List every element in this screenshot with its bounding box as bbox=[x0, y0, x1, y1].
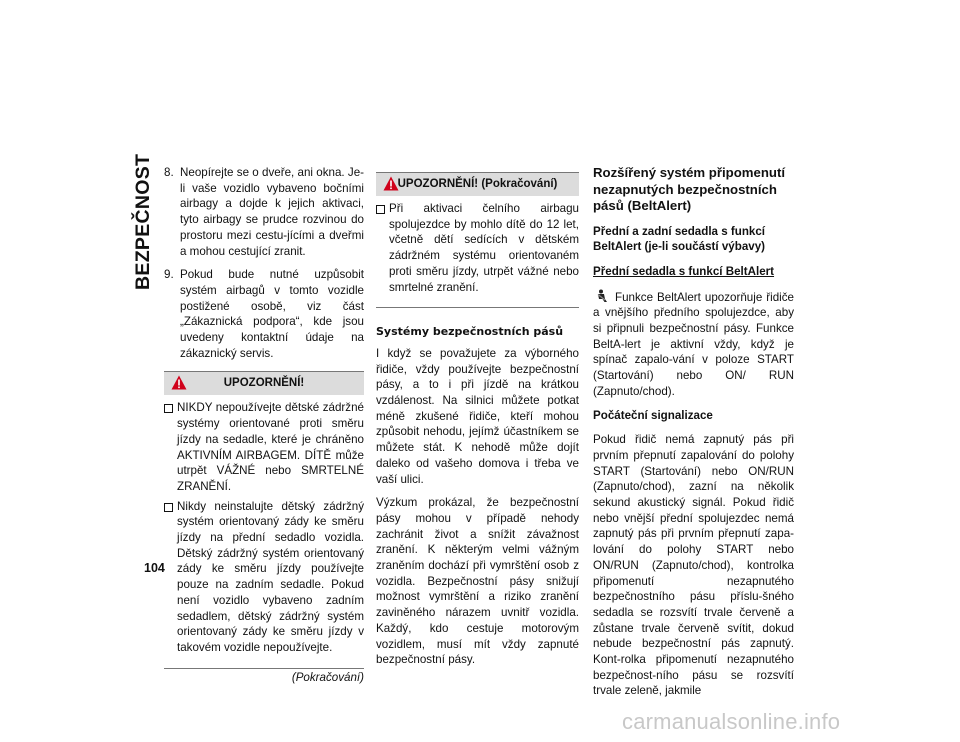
warning-header bbox=[164, 372, 364, 395]
list-text: Neopírejte se o dveře, ani okna. Je-li vaše vozidlo vybaveno bočními airbagy a dojde k jejich aktivaci, tyto airbagy se prudce rozvinou do prostoru mezi cestu-jícími a dveřmi a mohou cestující zranit. bbox=[180, 166, 364, 258]
paragraph: Pokud řidič nemá zapnutý pás při prvním přepnutí zapalování do polohy START (Startování) nebo ON/RUN (Zapnuto/chod), zazní na několik sekund akustický signál. Pokud řidič nebo vnější přední spolujezdec nemá zapnutý pás při prvním přepnutí zapa-lování do polohy START nebo ON/RUN (Zapnuto/chod), kontrolka připomenutí nezapnutého bezpečnostního pásu příslu-šného sedadla se rozsvítí trvale červeně a zůstane trvale červeně svítit, dokud nebude bezpečnostní pás zapnutý. Kont-rolka připomenutí nezapnutého bezpečnost-ního pásu se rozsvítí trvale zeleně, jakmile bbox=[593, 433, 794, 698]
warning-header bbox=[376, 173, 579, 196]
bullet-text: Nikdy neinstalujte dětský zádržný systém orientovaný zády ke směru jízdy na přední sedadlo vozidla. Dětský zádržný systém orientovaný zády ke směru jízdy používejte pouze na zadním sedadle. Pokud není vozidlo vybaveno zadním sedadlem, dětský zádržný systém orientovaný zády ke směru jízdy v takovém vozidle nepoužívejte. bbox=[177, 499, 364, 654]
section-title-text: BEZPEČNOST bbox=[132, 153, 154, 290]
warning-box bbox=[376, 172, 579, 308]
column-middle bbox=[376, 165, 579, 668]
warning-body bbox=[164, 395, 364, 667]
warning-triangle-icon bbox=[171, 375, 187, 390]
underlined-heading: Přední sedadla s funkcí BeltAlert bbox=[593, 264, 775, 278]
list-text: Pokud bude nutné uzpůsobit systém airbagů v tomto vozidle postižené osobě, viz část „Zákaznická podpora“, kde jsou uvedeny kontaktní údaje na zákaznický servis. bbox=[180, 268, 364, 360]
list-number: 9. bbox=[164, 268, 174, 282]
warning-bullet bbox=[164, 400, 364, 494]
column-right bbox=[593, 165, 794, 699]
bullet-square-icon bbox=[164, 503, 173, 512]
list-number: 8. bbox=[164, 166, 174, 179]
warning-triangle-icon bbox=[383, 176, 399, 191]
subheading: Počáteční signalizace bbox=[593, 408, 713, 422]
bullet-square-icon bbox=[376, 205, 385, 214]
bullet-text: NIKDY nepoužívejte dětské zádržné systémy orientované proti směru jízdy na sedadle, které je chráněno AKTIVNÍM AIRBAGEM. DÍTĚ může utrpět VÁŽNÉ nebo SMRTELNÉ ZRANĚNÍ. bbox=[177, 401, 364, 493]
warning-body bbox=[376, 196, 579, 307]
paragraph: I když se považujete za výborného řidiče, vždy používejte bezpečnostní pásy, a to i při jízdě na krátkou vzdálenost. Na silnici můžete potkat méně zkušené řidiče, kteří mohou způsobit nehodu, jejímž účastníkem se můžete stát. K nehodě může dojít daleko od vašeho domova i třeba ve vaší ulici. bbox=[376, 346, 579, 486]
section-heading: Systémy bezpečnostních pásů bbox=[376, 325, 564, 339]
watermark: carmanualsonline.info bbox=[622, 709, 841, 734]
column-left bbox=[164, 165, 364, 685]
warning-bullet bbox=[164, 499, 364, 656]
paragraph: Výzkum prokázal, že bezpečnostní pásy mohou v případě nehody zachránit život a snížit závažnost zranění. K některým velmi vážným zraněním dochází při vymrštění osob z vozidla. Bezpečnostní pásy snižují možnost vymrštění a riziko zranění zaviněného nárazem uvnitř vozidla. Každý, kdo cestuje motorovým vozidlem, musí mít vždy zapnuté bezpečnostní pásy. bbox=[376, 496, 579, 667]
continued-label: (Pokračování) bbox=[291, 670, 364, 684]
warning-bullet bbox=[376, 201, 579, 295]
warning-title: UPOZORNĚNÍ! bbox=[223, 377, 305, 390]
bullet-square-icon bbox=[164, 404, 173, 413]
paragraph bbox=[593, 289, 794, 400]
paragraph-text: Funkce BeltAlert upozorňuje řidiče a vnějšího předního spolujezdce, aby si připnuli bezpečnostní pásy. Funkce BeltA-lert je aktivní vždy, když je spínač zapalo-vání v poloze START (Startování) nebo ON/ RUN (Zapnuto/chod). bbox=[593, 290, 794, 398]
section-title bbox=[132, 153, 162, 290]
seatbelt-warning-icon bbox=[595, 289, 609, 303]
bullet-text: Při aktivaci čelního airbagu spolujezdce by mohlo dítě do 12 let, včetně dětí sedících v dětském zádržném systému orientovaném proti směru jízdy, utrpět vážné nebo smrtelné zranění. bbox=[389, 202, 579, 294]
page-number: 104 bbox=[144, 561, 165, 575]
list-item bbox=[164, 267, 364, 361]
warning-title: UPOZORNĚNÍ! (Pokračování) bbox=[397, 177, 558, 190]
list-item bbox=[164, 165, 364, 259]
subheading: Přední a zadní sedadla s funkcí BeltAlert (je-li součástí výbavy) bbox=[593, 224, 766, 254]
section-heading: Rozšířený systém připomenutí nezapnutých bezpečnostních pásů (BeltAlert) bbox=[593, 165, 785, 213]
warning-box bbox=[164, 371, 364, 668]
